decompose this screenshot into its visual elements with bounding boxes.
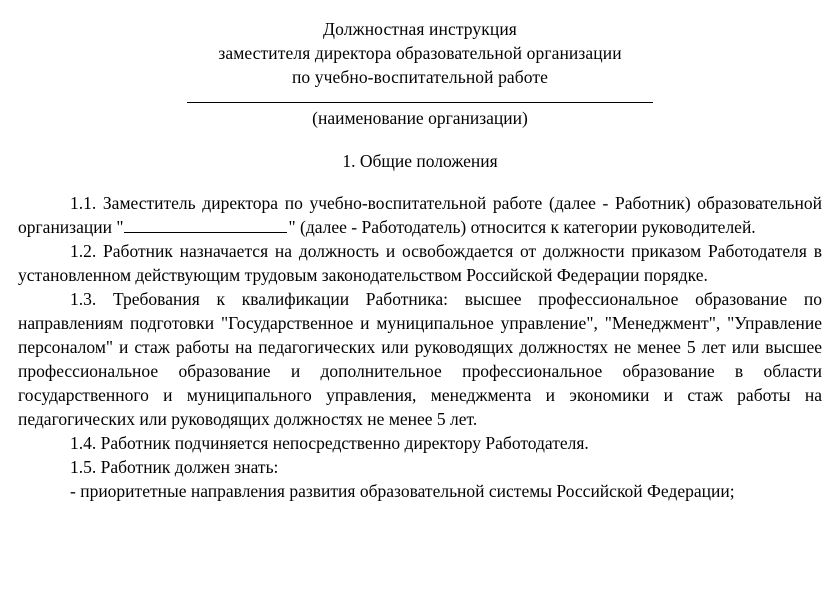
paragraph-1-3: 1.3. Требования к квалификации Работника: высшее профессиональное образование по направлениям подготовки "Государственное и муниципальное управление", "Менеджмент", "Управление персоналом" и стаж работы на педагогических или руководящих должностях не менее 5 лет или высшее профессиональное образование и дополнительное профессиональное образование в области государственного и муниципального управления, менеджмента и экономики и стаж работы на педагогических или руководящих должностях не менее 5 лет. — [18, 289, 822, 429]
paragraph-1-1-text-before-blank: 1.1. Заместитель директора по учебно-воспитательной работе (далее - Работник) образовательной организации " — [18, 193, 822, 237]
document-title-line-3: по учебно-воспитательной работе — [291, 67, 549, 87]
organization-name-block — [0, 102, 840, 130]
paragraph-1-1 — [18, 191, 822, 239]
list-item-1: - приоритетные направления развития образовательной системы Российской Федерации; — [70, 481, 735, 501]
document-title-line-1: Должностная инструкция — [323, 19, 517, 39]
paragraph-1-1-text-after-blank: " (далее - Работодатель) относится к категории руководителей. — [288, 217, 756, 237]
paragraph-1-2: 1.2. Работник назначается на должность и освобождается от должности приказом Работодателя в установленном действующим трудовым законодательством Российской Федерации порядке. — [18, 241, 822, 285]
document-title-block — [0, 0, 840, 89]
section-heading-general-provisions: 1. Общие положения — [342, 151, 498, 171]
organization-name-caption: (наименование организации) — [312, 108, 528, 128]
paragraph-1-5: 1.5. Работник должен знать: — [70, 457, 279, 477]
organization-name-blank-field[interactable] — [124, 215, 287, 233]
document-title-line-2: заместителя директора образовательной организации — [218, 43, 622, 63]
document-body — [0, 191, 840, 503]
organization-name-rule — [187, 102, 653, 103]
paragraph-1-4: 1.4. Работник подчиняется непосредственно директору Работодателя. — [70, 433, 589, 453]
